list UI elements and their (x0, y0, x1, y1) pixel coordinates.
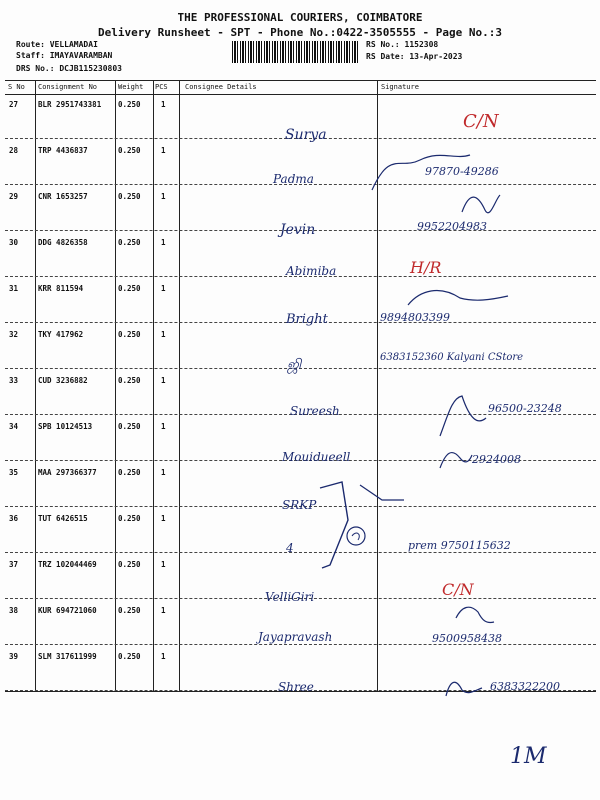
row-weight: 0.250 (118, 422, 141, 431)
row-pcs: 1 (161, 606, 166, 615)
row-consignment-no: TRZ 102044469 (38, 560, 97, 569)
row-consignment-no: KRR 811594 (38, 284, 84, 293)
row-sno: 30 (9, 238, 19, 247)
col-consignment: Consignment No (38, 83, 98, 91)
handwritten-signature: 9500958438 (432, 632, 502, 645)
row-sno: 38 (9, 606, 19, 615)
col-pcs: PCS (155, 83, 168, 91)
row-weight: 0.250 (118, 146, 141, 155)
drs-number: DRS No.: DCJB115230803 (16, 64, 122, 73)
staff-label: Staff: IMAYAVARAMBAN (16, 51, 113, 60)
row-pcs: 1 (161, 422, 166, 431)
runsheet-subtitle: Delivery Runsheet - SPT - Phone No.:0422-3505555 - Page No.:3 (98, 26, 502, 39)
row-sno: 27 (9, 100, 19, 109)
row-sno: 32 (9, 330, 19, 339)
row-sno: 37 (9, 560, 19, 569)
handwritten-name: SRKP (282, 498, 317, 512)
handwritten-signature: C/N (463, 111, 499, 132)
row-sno: 31 (9, 284, 19, 293)
col-weight: Weight (118, 83, 144, 91)
row-weight: 0.250 (118, 652, 141, 661)
handwritten-signature: 6383152360 Kalyani CStore (380, 352, 524, 363)
col-consignee: Consignee Details (185, 83, 257, 91)
row-sno: 36 (9, 514, 19, 523)
row-sno: 39 (9, 652, 19, 661)
handwritten-name: Mouidueell (282, 450, 351, 464)
row-consignment-no: DDG 4826358 (38, 238, 88, 247)
row-pcs: 1 (161, 146, 166, 155)
handwritten-signature: 2924008 (472, 453, 521, 466)
row-consignment-no: CUD 3236882 (38, 376, 88, 385)
handwritten-name: Jevin (280, 222, 316, 238)
row-pcs: 1 (161, 376, 166, 385)
handwritten-name: VelliGiri (265, 590, 315, 604)
handwritten-signature: 96500-23248 (488, 402, 562, 415)
row-pcs: 1 (161, 560, 166, 569)
row-pcs: 1 (161, 468, 166, 477)
rs-number: RS No.: 1152308 (366, 40, 439, 49)
rs-date: RS Date: 13-Apr-2023 (366, 52, 463, 61)
row-sno: 28 (9, 146, 19, 155)
row-weight: 0.250 (118, 330, 141, 339)
row-pcs: 1 (161, 514, 166, 523)
handwritten-name: Sureesh (290, 404, 340, 418)
handwritten-name: Surya (285, 127, 327, 143)
handwritten-name: Jayapravash (258, 630, 333, 644)
row-weight: 0.250 (118, 284, 141, 293)
handwritten-name: Bright (286, 312, 328, 327)
row-pcs: 1 (161, 284, 166, 293)
handwritten-signature: 1M (510, 744, 547, 769)
col-sno: S No (8, 83, 25, 91)
row-weight: 0.250 (118, 468, 141, 477)
row-consignment-no: TRP 4436837 (38, 146, 88, 155)
handwritten-signature: prem 9750115632 (408, 539, 511, 552)
handwritten-name: Abimiba (286, 264, 337, 278)
handwritten-signature: C/N (442, 580, 474, 599)
handwritten-name: ஜி (287, 357, 302, 373)
route-label: Route: VELLAMADAI (16, 40, 98, 49)
row-consignment-no: CNR 1653257 (38, 192, 88, 201)
handwritten-signature: 97870-49286 (425, 165, 499, 178)
row-consignment-no: SPB 10124513 (38, 422, 93, 431)
row-sno: 34 (9, 422, 19, 431)
handwritten-name: Shree (278, 680, 314, 694)
row-pcs: 1 (161, 100, 166, 109)
handwritten-name: 4 (286, 541, 294, 555)
row-pcs: 1 (161, 652, 166, 661)
row-weight: 0.250 (118, 192, 141, 201)
row-weight: 0.250 (118, 238, 141, 247)
row-pcs: 1 (161, 192, 166, 201)
row-weight: 0.250 (118, 606, 141, 615)
handwritten-signature: 9894803399 (380, 311, 450, 324)
handwritten-name: Padma (273, 172, 314, 186)
row-pcs: 1 (161, 330, 166, 339)
row-sno: 35 (9, 468, 19, 477)
row-sno: 33 (9, 376, 19, 385)
row-sno: 29 (9, 192, 19, 201)
row-consignment-no: KUR 694721060 (38, 606, 97, 615)
col-signature: Signature (381, 83, 419, 91)
row-consignment-no: MAA 297366377 (38, 468, 97, 477)
handwritten-signature: 9952204983 (417, 220, 487, 233)
row-consignment-no: TKY 417962 (38, 330, 84, 339)
handwritten-signature: 6383322200 (490, 680, 560, 693)
row-weight: 0.250 (118, 100, 141, 109)
row-weight: 0.250 (118, 560, 141, 569)
row-consignment-no: BLR 2951743381 (38, 100, 102, 109)
handwritten-signature: H/R (410, 258, 442, 277)
company-title: THE PROFESSIONAL COURIERS, COIMBATORE (177, 11, 423, 24)
row-consignment-no: TUT 6426515 (38, 514, 88, 523)
row-pcs: 1 (161, 238, 166, 247)
row-consignment-no: SLM 317611999 (38, 652, 97, 661)
row-weight: 0.250 (118, 376, 141, 385)
row-weight: 0.250 (118, 514, 141, 523)
